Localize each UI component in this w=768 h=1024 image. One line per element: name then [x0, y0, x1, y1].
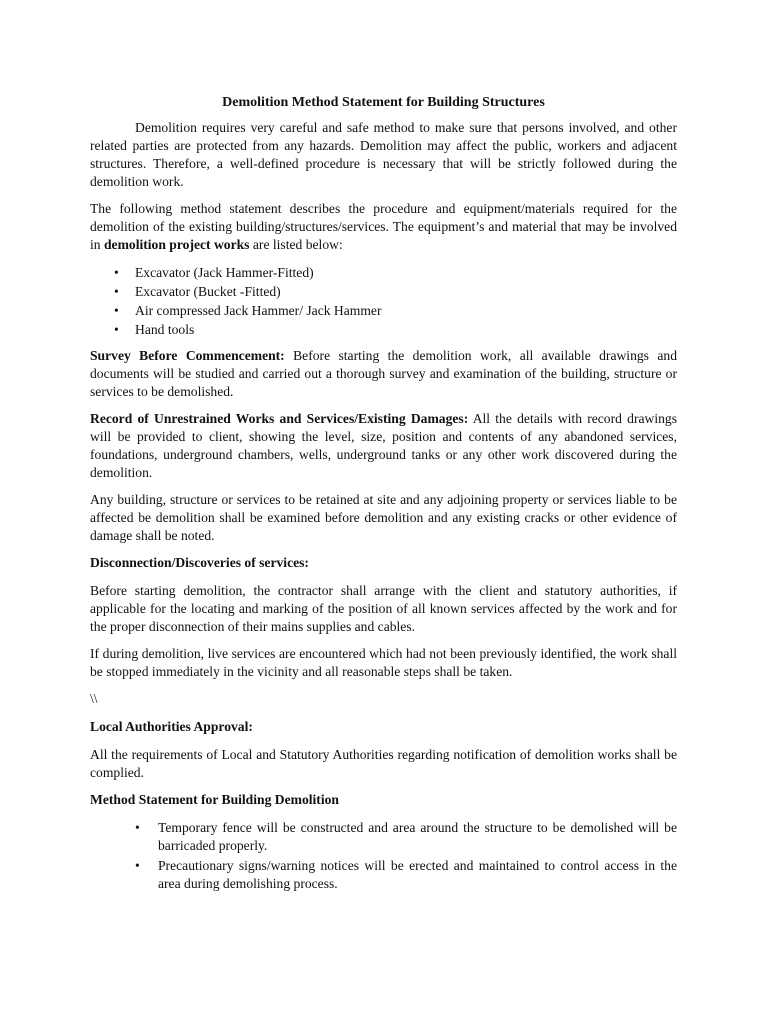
list-item-text: Temporary fence will be constructed and area around the structure to be demolished will be barricaded properly.: [158, 820, 677, 853]
bullet-icon: •: [135, 820, 140, 835]
bullet-icon: •: [135, 858, 140, 873]
method-list: [90, 819, 677, 893]
bullet-icon: •: [114, 322, 119, 337]
bullet-icon: •: [114, 303, 119, 318]
document-title: Demolition Method Statement for Building Structures: [222, 95, 545, 110]
list-item: [90, 320, 677, 339]
disconnection-heading: Disconnection/Discoveries of services:: [90, 555, 309, 570]
list-item-text: Excavator (Jack Hammer-Fitted): [135, 265, 314, 280]
list-item: [90, 857, 677, 893]
equipment-intro-bold: demolition project works: [103, 237, 250, 252]
stray-text: \\: [90, 691, 98, 706]
bullet-icon: •: [114, 284, 119, 299]
list-item: [90, 282, 677, 301]
equipment-intro-paragraph: [90, 200, 677, 254]
authorities-paragraph: All the requirements of Local and Statutory Authorities regarding notification of demolition works shall be complied.: [90, 747, 677, 780]
document-body: [90, 94, 677, 895]
authorities-heading: Local Authorities Approval:: [90, 719, 253, 734]
list-item: [90, 301, 677, 320]
record-paragraph: [90, 410, 677, 482]
equipment-intro-end: are listed below:: [249, 237, 343, 252]
live-services-paragraph: If during demolition, live services are encountered which had not been previously identified, the work shall be stopped immediately in the vicinity and all reasonable steps shall be taken.: [90, 646, 677, 679]
list-item-text: Hand tools: [135, 322, 195, 337]
equipment-list: [90, 263, 677, 339]
retained-paragraph: Any building, structure or services to be retained at site and any adjoining property or services liable to be affected be demolition shall be examined before demolition and any existing cracks or other evidence of damage shall be noted.: [90, 492, 677, 543]
equipment-intro-text: The following method statement describes the procedure and equipment/materials required for the demolition of the existing building/structures/services. The equipment’s and material that may be involved in: [90, 201, 677, 252]
list-item: [90, 819, 677, 855]
survey-heading: Survey Before Commencement:: [90, 348, 285, 363]
method-heading: Method Statement for Building Demolition: [90, 792, 339, 807]
list-item: [90, 263, 677, 282]
list-item-text: Air compressed Jack Hammer/ Jack Hammer: [135, 303, 382, 318]
list-item-text: Precautionary signs/warning notices will be erected and maintained to control access in the area during demolishing process.: [158, 858, 677, 891]
list-item-text: Excavator (Bucket -Fitted): [135, 284, 281, 299]
disconnection-paragraph: Before starting demolition, the contractor shall arrange with the client and statutory authorities, if applicable for the locating and marking of the position of all known services affected by the work and for the proper disconnection of their mains supplies and cables.: [90, 583, 677, 634]
survey-text: Before starting the demolition work, all available drawings and documents will be studied and carried out a thorough survey and examination of the building, structure or services to be demolished.: [90, 348, 677, 399]
record-heading: Record of Unrestrained Works and Services/Existing Damages:: [90, 411, 469, 426]
bullet-icon: •: [114, 265, 119, 280]
survey-paragraph: [90, 347, 677, 401]
intro-paragraph: Demolition requires very careful and safe method to make sure that persons involved, and other related parties are protected from any hazards. Demolition may affect the public, workers and adjacent structures. Therefore, a well-defined procedure is necessary that will be strictly followed during the demolition work.: [90, 120, 677, 189]
record-text: All the details with record drawings will be provided to client, showing the level, size, position and contents of any abandoned services, foundations, underground chambers, wells, underground tanks or any other work discovered during the demolition.: [90, 411, 677, 480]
